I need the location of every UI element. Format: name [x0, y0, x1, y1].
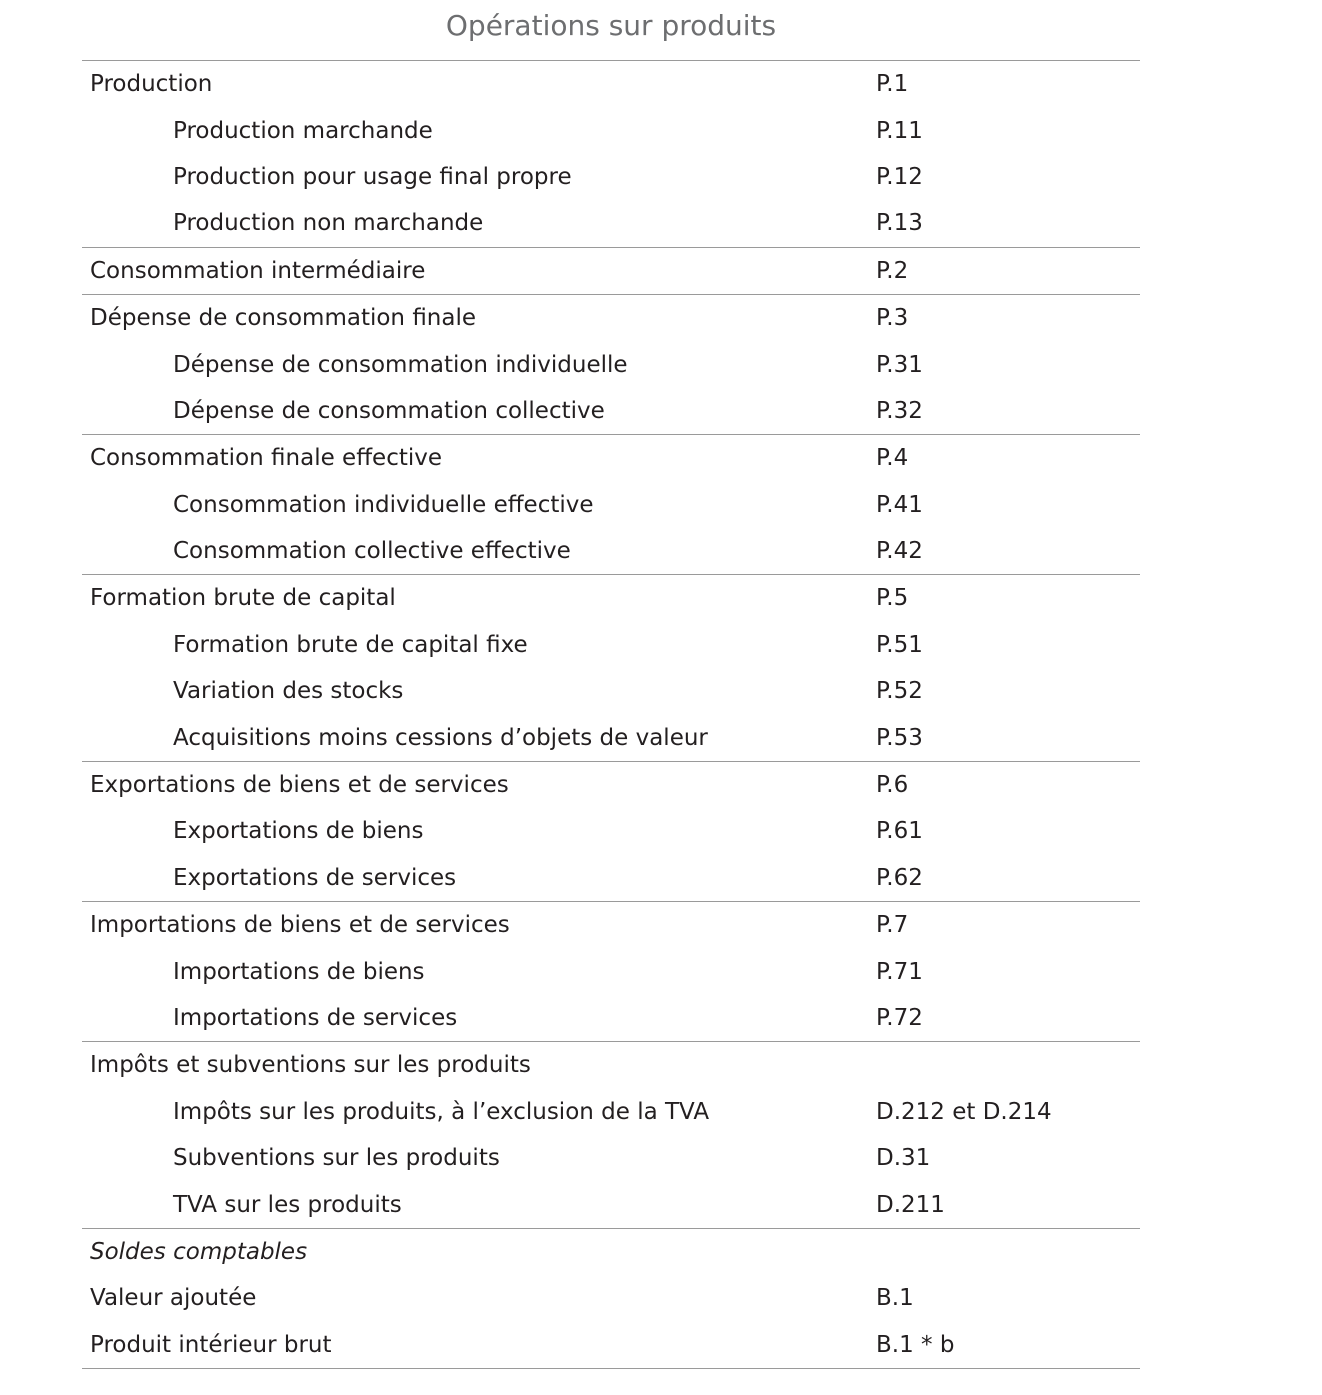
table-row: [82, 762, 1140, 808]
sub-item-label: Importations de services: [173, 1005, 458, 1031]
operations-table: [82, 60, 1140, 1369]
item-code: P.62: [876, 864, 923, 891]
table-row: [82, 435, 1140, 481]
item-code: P.41: [876, 491, 923, 518]
table-row: [82, 714, 1140, 760]
table-row: [82, 482, 1140, 528]
item-code: P.32: [876, 397, 923, 424]
item-code: P.13: [876, 210, 923, 237]
sub-item-label: Dépense de consommation collective: [173, 397, 605, 424]
sub-item-label: Impôts sur les produits, à l’exclusion de la TVA: [173, 1098, 710, 1125]
table-group: [82, 1229, 1140, 1369]
item-code: P.1: [876, 71, 909, 98]
item-label: Impôts et subventions sur les produits: [90, 1052, 531, 1079]
item-code: P.71: [876, 958, 923, 985]
table-row: [82, 528, 1140, 574]
item-label: Produit intérieur brut: [90, 1331, 332, 1358]
item-code: P.72: [876, 1005, 923, 1031]
item-code: P.31: [876, 351, 923, 378]
sub-item-label: Dépense de consommation individuelle: [173, 351, 628, 378]
sub-item-label: Consommation individuelle effective: [173, 491, 594, 518]
sub-item-label: Exportations de biens: [173, 818, 424, 845]
item-label: Dépense de consommation finale: [90, 305, 477, 332]
table-row: [82, 1042, 1140, 1088]
sub-item-label: Consommation collective effective: [173, 538, 571, 565]
table-group: [82, 61, 1140, 248]
table-row: [82, 668, 1140, 714]
item-code: P.5: [876, 585, 909, 612]
table-row: [82, 808, 1140, 854]
sub-item-label: Subventions sur les produits: [173, 1145, 500, 1172]
table-row: [82, 1229, 1140, 1275]
sub-item-label: Exportations de services: [173, 864, 457, 891]
page-title: Opérations sur produits: [445, 9, 777, 42]
table-row: [82, 341, 1140, 387]
section-heading: Soldes comptables: [90, 1238, 308, 1265]
item-code: P.51: [876, 631, 923, 658]
item-label: Consommation intermédiaire: [90, 257, 426, 284]
sub-item-label: Acquisitions moins cessions d’objets de valeur: [173, 724, 708, 751]
item-label: Production: [90, 71, 213, 98]
item-label: Importations de biens et de services: [90, 912, 510, 939]
table-row: [82, 855, 1140, 901]
table-group: [82, 575, 1140, 762]
table-row: [82, 1322, 1140, 1368]
table-row: [82, 1181, 1140, 1227]
table-row: [82, 107, 1140, 153]
sub-item-label: Production non marchande: [173, 210, 484, 237]
table-row: [82, 995, 1140, 1041]
sub-item-label: Production marchande: [173, 117, 433, 144]
table-row: [82, 200, 1140, 246]
table-group: [82, 1042, 1140, 1229]
item-code: P.3: [876, 305, 909, 332]
item-label: Exportations de biens et de services: [90, 772, 509, 799]
table-row: [82, 948, 1140, 994]
table-row: [82, 1275, 1140, 1321]
item-code: P.42: [876, 538, 923, 565]
table-group: [82, 435, 1140, 575]
table-row: [82, 575, 1140, 621]
item-code: P.11: [876, 117, 923, 144]
item-code: D.31: [876, 1145, 931, 1172]
table-row: [82, 1089, 1140, 1135]
item-code: D.211: [876, 1191, 945, 1218]
item-code: D.212 et D.214: [876, 1098, 1052, 1125]
table-group: [82, 762, 1140, 902]
table-row: [82, 622, 1140, 668]
item-code: P.53: [876, 724, 923, 751]
item-label: Consommation finale effective: [90, 445, 443, 472]
sub-item-label: Variation des stocks: [173, 678, 404, 705]
table-row: [82, 248, 1140, 294]
item-code: P.61: [876, 818, 923, 845]
table-row: [82, 388, 1140, 434]
item-code: P.12: [876, 163, 923, 190]
item-code: P.2: [876, 257, 909, 284]
item-code: P.52: [876, 678, 923, 705]
item-code: P.4: [876, 445, 909, 472]
table-row: [82, 902, 1140, 948]
table-row: [82, 1135, 1140, 1181]
item-label: Valeur ajoutée: [90, 1285, 257, 1312]
table-row: [82, 154, 1140, 200]
item-code: B.1: [876, 1285, 914, 1312]
item-code: B.1 * b: [876, 1331, 955, 1358]
table-row: [82, 61, 1140, 107]
sub-item-label: Production pour usage final propre: [173, 163, 572, 190]
table-row: [82, 295, 1140, 341]
table-group: [82, 248, 1140, 295]
table-group: [82, 902, 1140, 1042]
item-code: P.6: [876, 772, 909, 799]
sub-item-label: Importations de biens: [173, 958, 425, 985]
sub-item-label: Formation brute de capital fixe: [173, 631, 528, 658]
table-group: [82, 295, 1140, 435]
item-label: Formation brute de capital: [90, 585, 396, 612]
sub-item-label: TVA sur les produits: [173, 1191, 402, 1218]
item-code: P.7: [876, 912, 909, 939]
